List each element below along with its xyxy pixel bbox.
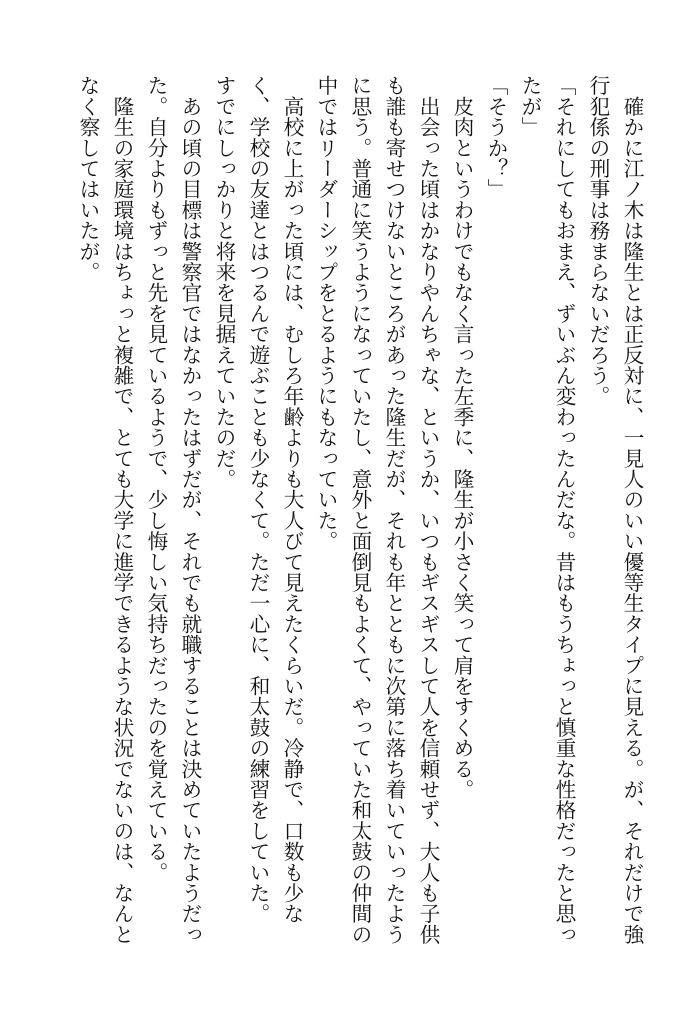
text-line: 「そうか？」: [484, 75, 508, 200]
text-line: く、学校の友達とはつるんで遊ぶことも少なくて。ただ一心に、和太鼓の練習をしていた。: [246, 75, 270, 924]
text-line: も誰も寄せつけないところがあった隆生だが、それも年とともに次第に落ち着いていったよう: [382, 75, 406, 945]
text-line: た。自分よりもずっと先を見ているようで、少し悔しい気持ちだったのを覚えている。: [144, 75, 168, 883]
text-line: すでにしっかりと将来を見据えていたのだ。: [212, 75, 236, 489]
text-line: 皮肉というわけでもなく言った左季に、隆生が小さく笑って肩をすくめる。: [450, 75, 474, 800]
text-line: に思う。普通に笑うようになっていたし、意外と面倒見もよくて、やっていた和太鼓の仲間の: [348, 75, 372, 945]
text-line: 行犯係の刑事は務まらないだろう。: [586, 75, 610, 407]
text-line: 隆生の家庭環境はちょっと複雑で、とても大学に進学できるような状況でないのは、なんと: [110, 75, 134, 945]
text-line: 「それにしてもおまえ、ずいぶん変わったんだな。昔はもうちょっと慎重な性格だったと思っ: [552, 75, 576, 945]
text-line: あの頃の目標は警察官ではなかったはずだが、それでも就職することは決めていたようだっ: [178, 75, 202, 945]
text-line: 出会った頃はかなりやんちゃな、というか、いつもギスギスして人を信頼せず、大人も子供: [416, 75, 440, 945]
text-line: 中ではリーダーシップをとるようにもなっていた。: [314, 75, 338, 552]
text-line: たが」: [518, 75, 542, 138]
text-line: なく察してはいたが。: [76, 75, 100, 282]
text-line: 確かに江ノ木は隆生とは正反対に、一見人のいい優等生タイプに見える。が、それだけで強: [620, 75, 644, 945]
text-line: 高校に上がった頃には、むしろ年齢よりも大人びて見えたくらいだ。冷静で、口数も少な: [280, 75, 304, 924]
